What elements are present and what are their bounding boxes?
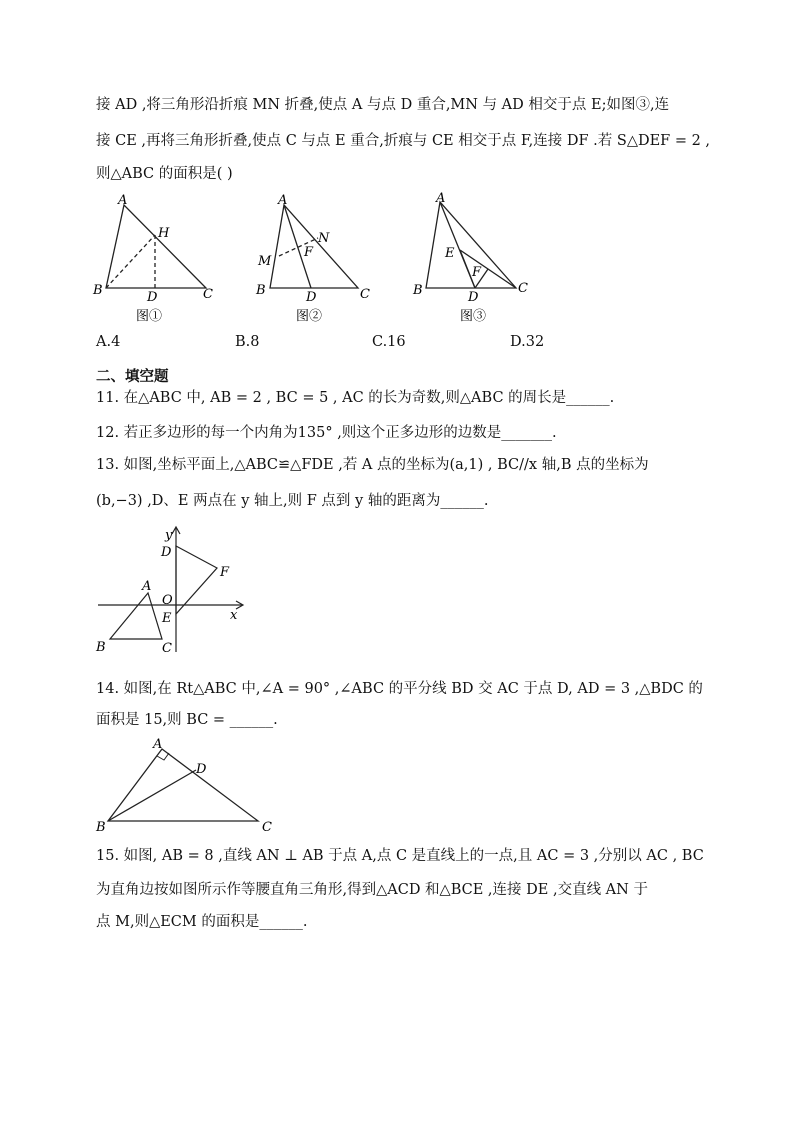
fig3-label-c: C (518, 281, 528, 296)
fig2-label-n: N (318, 231, 330, 246)
q14-label-a: A (153, 737, 163, 752)
fig3-label-f: F (472, 265, 482, 280)
q13-label-x: x (230, 608, 238, 623)
fig1-label-b: B (93, 283, 103, 298)
q14-line-2: 面积是 15,则 BC = ______. (96, 712, 278, 728)
fig2-label-c: C (360, 287, 370, 302)
q15-line-3: 点 M,则△ECM 的面积是______. (96, 914, 308, 930)
fig3-label-b: B (413, 283, 423, 298)
fig3-label-e: E (445, 246, 455, 261)
q13-label-e: E (162, 611, 172, 626)
q13-figure (92, 522, 252, 662)
q13-label-a: A (142, 579, 152, 594)
q11-text: 11. 在△ABC 中, AB = 2 , BC = 5 , AC 的长为奇数,则△ABC 的周长是______. (96, 390, 615, 406)
fig2-label-d: D (306, 290, 317, 305)
q13-label-b: B (96, 640, 106, 655)
figure-3 (408, 190, 538, 330)
fig3-label-a: A (436, 191, 446, 206)
option-a: A.4 (96, 334, 121, 350)
fig3-caption: 图③ (460, 309, 487, 324)
fig1-label-d: D (147, 290, 158, 305)
q13-label-c: C (162, 641, 172, 656)
q15-line-2: 为直角边按如图所示作等腰直角三角形,得到△ACD 和△BCE ,连接 DE ,交直线 AN 于 (96, 882, 648, 898)
q13-line-1: 13. 如图,坐标平面上,△ABC≌△FDE ,若 A 点的坐标为(a,1) , BC//x 轴,B 点的坐标为 (96, 457, 649, 473)
option-d: D.32 (510, 334, 545, 350)
fig2-label-a: A (278, 193, 288, 208)
fig2-label-b: B (256, 283, 266, 298)
figure-2 (250, 190, 380, 330)
q14-label-c: C (262, 820, 272, 835)
q10-line-3: 则△ABC 的面积是( ) (96, 166, 233, 182)
q14-label-d: D (196, 762, 207, 777)
q13-label-y: y (165, 528, 173, 543)
fig1-caption: 图① (136, 309, 163, 324)
fig1-label-c: C (203, 287, 213, 302)
fig1-label-a: A (118, 193, 128, 208)
fig2-label-f: F (304, 245, 314, 260)
q13-label-f: F (220, 565, 230, 580)
q12-text: 12. 若正多边形的每一个内角为135° ,则这个正多边形的边数是_______. (96, 425, 557, 441)
section-title: 二、填空题 (96, 369, 169, 385)
option-c: C.16 (372, 334, 406, 350)
q10-line-2: 接 CE ,再将三角形折叠,使点 C 与点 E 重合,折痕与 CE 相交于点 F,连接 DF .若 S△DEF = 2 , (96, 133, 711, 149)
figure-1 (88, 190, 223, 330)
fig1-label-h: H (158, 226, 170, 241)
q13-label-d: D (161, 545, 172, 560)
q14-label-b: B (96, 820, 106, 835)
q14-line-1: 14. 如图,在 Rt△ABC 中,∠A = 90° ,∠ABC 的平分线 BD 交 AC 于点 D, AD = 3 ,△BDC 的 (96, 681, 703, 697)
fig3-label-d: D (468, 290, 479, 305)
q14-figure (92, 733, 282, 838)
option-b: B.8 (235, 334, 260, 350)
fig2-caption: 图② (296, 309, 323, 324)
q13-label-o: O (162, 593, 173, 608)
q15-line-1: 15. 如图, AB = 8 ,直线 AN ⊥ AB 于点 A,点 C 是直线上的一点,且 AC = 3 ,分别以 AC , BC (96, 848, 704, 864)
q13-line-2: (b,−3) ,D、E 两点在 y 轴上,则 F 点到 y 轴的距离为______. (96, 493, 489, 509)
fig2-label-m: M (258, 254, 272, 269)
q10-line-1: 接 AD ,将三角形沿折痕 MN 折叠,使点 A 与点 D 重合,MN 与 AD 相交于点 E;如图③,连 (96, 97, 670, 113)
